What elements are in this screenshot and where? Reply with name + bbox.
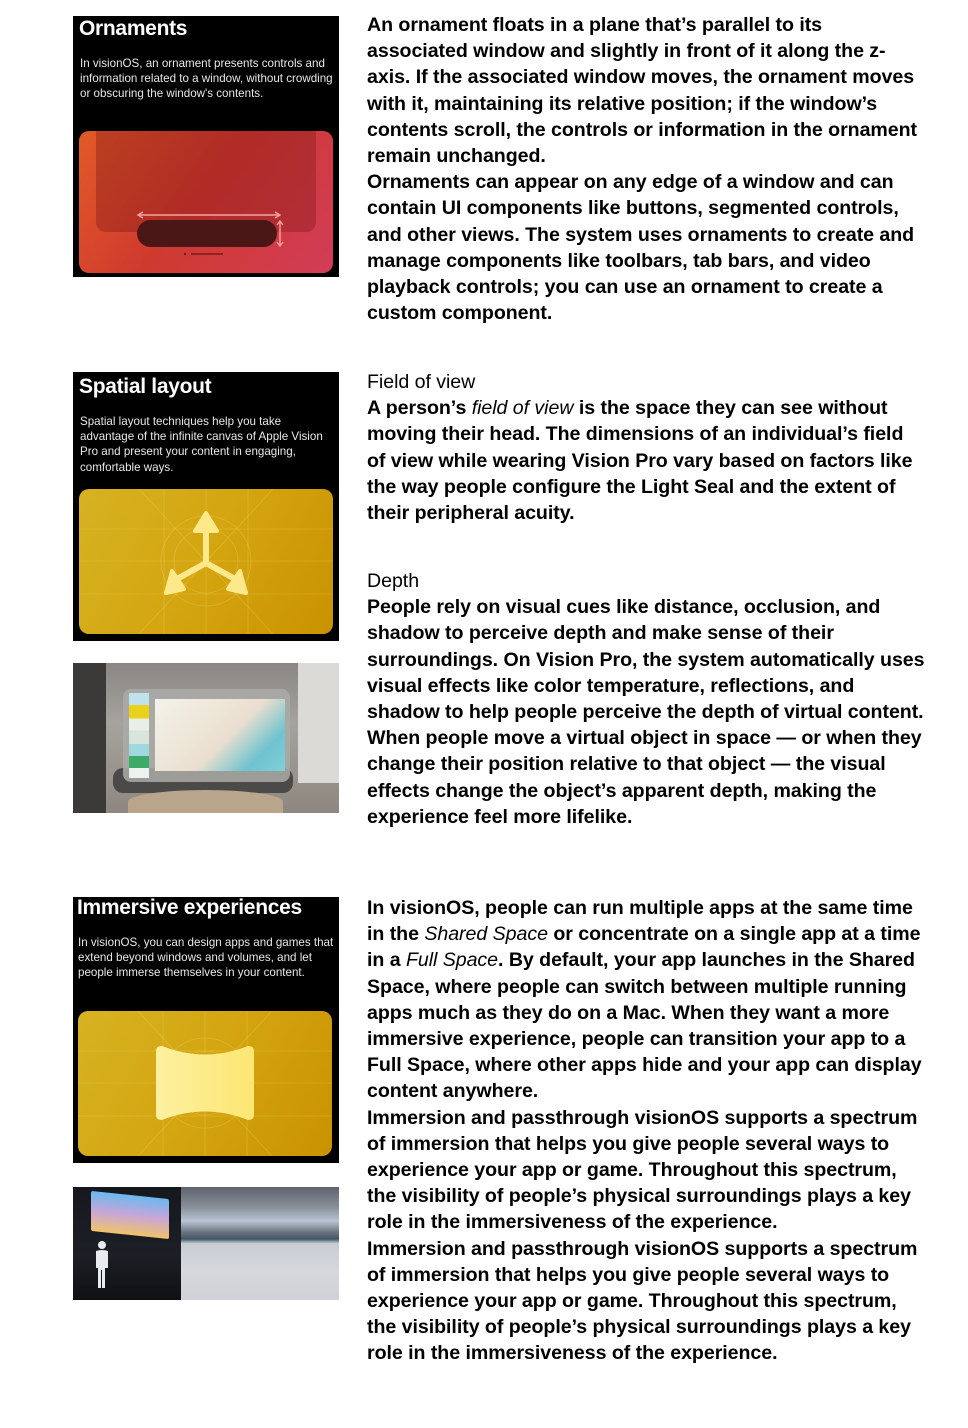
spatial-illustration (79, 489, 333, 634)
spatial-layout-card (73, 372, 339, 641)
text-run: In visionOS, people can run multiple apps at the same time in the (367, 897, 913, 946)
immersive-experiences-card (73, 897, 339, 1163)
field-of-view-section (367, 369, 927, 526)
immersion-left-photo (73, 1187, 181, 1300)
immersive-illustration (78, 1011, 332, 1156)
width-arrow-icon (79, 131, 333, 273)
ornaments-paragraph-2: Ornaments can appear on any edge of a window and can contain UI components like buttons, segmented controls, and other views. The system uses ornaments to create and manage components like toolbars, tab bars, and video playback controls; you can use an ornament to create a custom component. (367, 171, 915, 325)
card-description: Spatial layout techniques help you take advantage of the infinite canvas of Apple Vision Pro and present your content in engaging, comfortable ways. (80, 415, 323, 474)
card-description: In visionOS, you can design apps and games that extend beyond windows and volumes, and let people immerse themselves in your content. (78, 936, 334, 980)
immersive-paragraph-2: Immersion and passthrough visionOS supports a spectrum of immersion that helps you give people several ways to experience your app or game. Throughout this spectrum, the visibility of people’s physical surroundings plays a key role in the immersiveness of the experience. (367, 1106, 918, 1234)
emphasis: field of view (471, 397, 574, 420)
text-run: is the space they can see without moving their head. The dimensions of an individual’s field of view while wearing Vision Pro vary based on factors like the way people configure the Light Seal and the extent of their peripheral acuity. (367, 397, 913, 525)
floating-window (123, 689, 290, 782)
coffee-table (128, 790, 283, 813)
immersive-paragraph-1 (367, 895, 927, 1105)
text-run: A person’s (367, 397, 472, 420)
immersion-right-photo (181, 1187, 339, 1300)
card-title: Spatial layout (79, 375, 212, 398)
card-title: Immersive experiences (77, 897, 302, 919)
ornaments-section (367, 12, 927, 326)
ornaments-paragraph-1: An ornament floats in a plane that’s parallel to its associated window and slightly in front of it along the z-axis. If the associated window moves, the ornament moves with it, maintaining its relative position; if the window’s contents scroll, the controls or information in the ornament remain unchanged. (367, 14, 918, 168)
three-axis-arrows-icon (79, 489, 333, 634)
depth-heading: Depth (367, 570, 420, 592)
depth-paragraph: People rely on visual cues like distance, occlusion, and shadow to perceive depth and make sense of their surroundings. On Vision Pro, the system automatically uses visual effects like color temperature, reflections, and shadow to help people perceive the depth of virtual content. When people move a virtual object in space — or when they change their position relative to that object — the visual effects change the object’s apparent depth, making the experience feel more lifelike. (367, 596, 925, 828)
right-window (298, 663, 339, 783)
gradient-window (91, 1191, 169, 1239)
ornament-bar (137, 220, 277, 247)
field-of-view-paragraph (367, 395, 927, 526)
ornaments-card (73, 16, 339, 277)
emphasis: Shared Space (424, 923, 548, 946)
text-run: . By default, your app launches in the Shared Space, where people can switch between multiple running apps much as they do on a Mac. When they want a more immersive experience, people can transition your app to a Full Space, where other apps hide and your app can display content anywhere. (367, 949, 922, 1103)
text-run: or concentrate on a single app at a time in a (367, 923, 921, 972)
immersive-paragraph-3: Immersion and passthrough visionOS supports a spectrum of immersion that helps you give people several ways to experience your app or game. Throughout this spectrum, the visibility of people’s physical surroundings plays a key role in the immersiveness of the experience. (367, 1237, 918, 1365)
field-of-view-heading: Field of view (367, 371, 476, 393)
emphasis: Full Space (405, 949, 499, 972)
immersion-photos (73, 1187, 339, 1300)
room-photo (73, 663, 339, 813)
immersive-section (367, 895, 927, 1367)
immersive-space-icon (78, 1011, 332, 1156)
person-silhouette-icon (92, 1240, 112, 1290)
card-title: Ornaments (79, 17, 188, 40)
card-description: In visionOS, an ornament presents controls and information related to a window, without crowding or obscuring the window's contents. (80, 57, 333, 101)
map-canvas (155, 699, 285, 771)
ornament-illustration (79, 131, 333, 273)
slide-thumbnails (129, 693, 149, 778)
left-wall (73, 663, 106, 813)
depth-section (367, 568, 927, 830)
